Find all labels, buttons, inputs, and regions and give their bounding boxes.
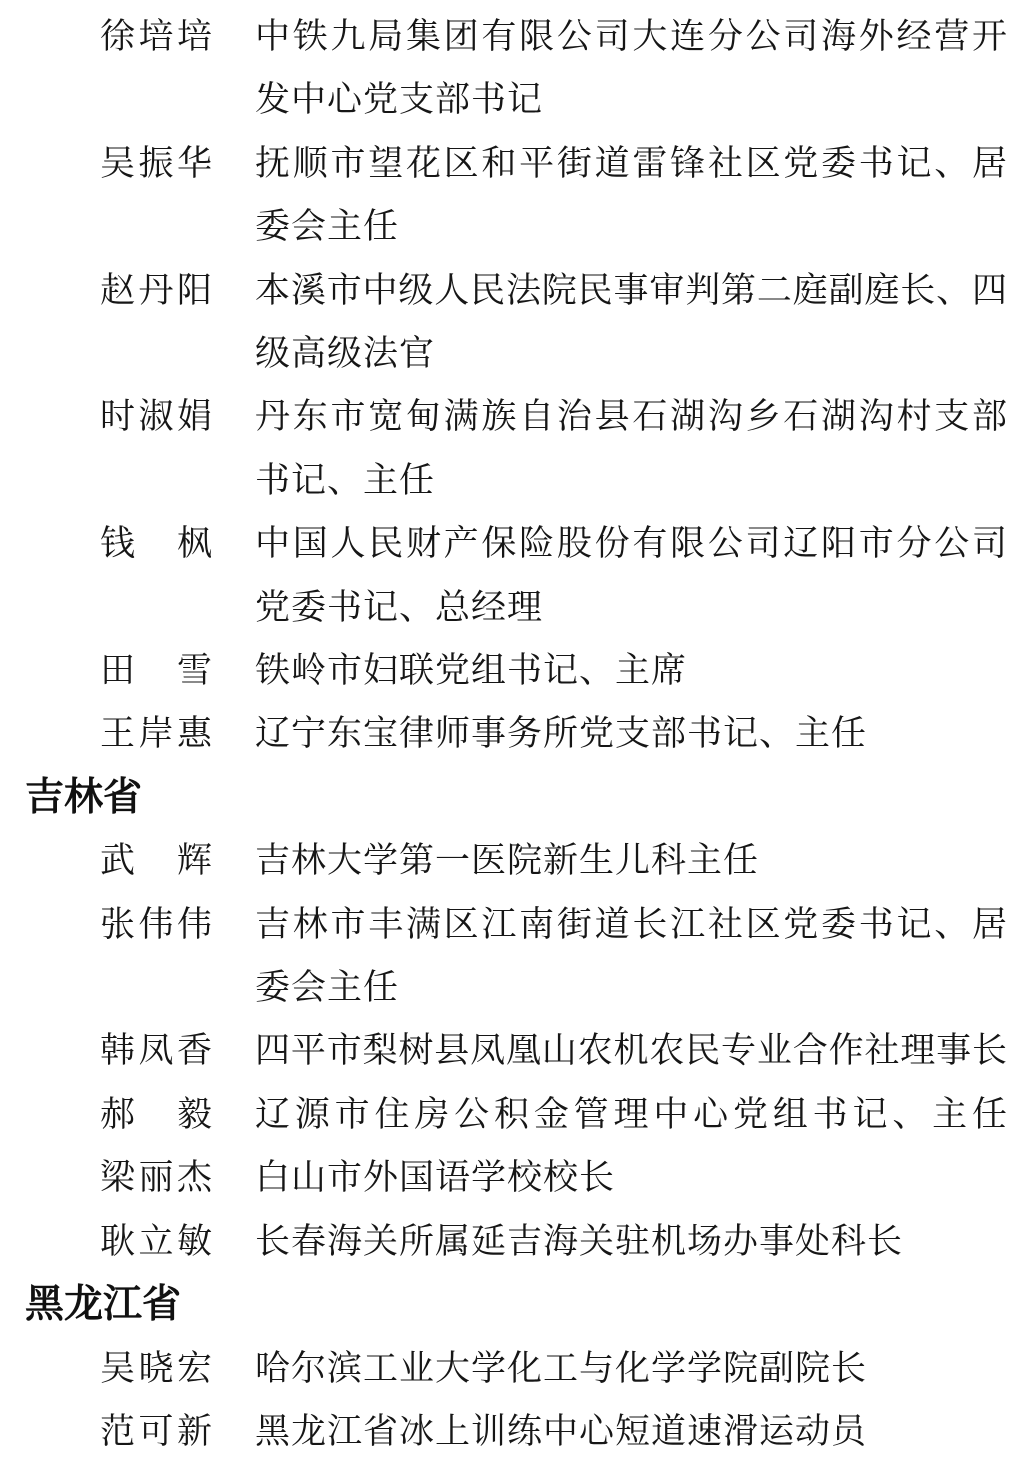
person-position (255, 639, 1007, 702)
position-line: 书记、主任 (255, 460, 436, 500)
position-line: 发中心党支部书记 (255, 80, 544, 120)
position-line: 级高级法官 (255, 334, 436, 374)
position-line: 吉林市丰满区江南街道长江社区党委书记、居 (255, 904, 1007, 944)
person-name: 时淑娟 (100, 397, 212, 437)
person-name: 耿立敏 (100, 1221, 212, 1261)
person-name: 范可新 (100, 1411, 212, 1451)
province-section-header: 黑龙江省 (25, 1283, 182, 1327)
position-line: 铁岭市妇联党组书记、主席 (255, 651, 688, 691)
person-name: 赵丹阳 (100, 270, 212, 310)
person-position (255, 893, 1007, 1020)
position-line: 吉林大学第一医院新生儿科主任 (255, 841, 760, 881)
person-position (255, 702, 1007, 765)
entry-row (0, 132, 1025, 259)
person-name: 钱枫 (100, 524, 212, 564)
position-line: 抚顺市望花区和平街道雷锋社区党委书记、居 (255, 143, 1007, 183)
position-line: 长春海关所属延吉海关驻机场办事处科长 (255, 1221, 904, 1261)
person-position (255, 1337, 1007, 1400)
entry-row (0, 1210, 1025, 1273)
position-line: 四平市梨树县凤凰山农机农民专业合作社理事长 (255, 1031, 1007, 1071)
position-line: 丹东市宽甸满族自治县石湖沟乡石湖沟村支部 (255, 397, 1007, 437)
entry-row (0, 829, 1025, 892)
entry-row (0, 1337, 1025, 1400)
province-section-header: 吉林省 (25, 775, 143, 819)
person-name: 田雪 (100, 651, 212, 691)
person-position (255, 1400, 1007, 1463)
entry-row (0, 702, 1025, 765)
entry-row (0, 5, 1025, 132)
position-line: 白山市外国语学校校长 (255, 1158, 616, 1198)
person-name: 吴晓宏 (100, 1348, 212, 1388)
person-position (255, 512, 1007, 639)
position-line: 辽宁东宝律师事务所党支部书记、主任 (255, 714, 868, 754)
entry-row (0, 1083, 1025, 1146)
person-name: 徐培培 (100, 17, 212, 56)
position-line: 党委书记、总经理 (255, 587, 544, 627)
entry-row (0, 1400, 1025, 1463)
person-name: 王岸惠 (100, 714, 212, 754)
person-position (255, 5, 1007, 132)
person-position (255, 1019, 1007, 1082)
person-position (255, 385, 1007, 512)
entry-row (0, 512, 1025, 639)
entry-row (0, 1019, 1025, 1082)
document-body (0, 5, 1025, 1463)
entry-row (0, 385, 1025, 512)
person-name: 韩凤香 (100, 1031, 212, 1071)
entry-row (0, 893, 1025, 1020)
person-position (255, 1083, 1007, 1146)
position-line: 中国人民财产保险股份有限公司辽阳市分公司 (255, 524, 1007, 564)
person-position (255, 1210, 1007, 1273)
position-line: 哈尔滨工业大学化工与化学学院副院长 (255, 1348, 868, 1388)
person-position (255, 132, 1007, 259)
position-line: 中铁九局集团有限公司大连分公司海外经营开 (255, 17, 1007, 56)
person-name: 张伟伟 (100, 904, 212, 944)
person-position (255, 259, 1007, 386)
position-line: 委会主任 (255, 207, 400, 247)
position-line: 辽源市住房公积金管理中心党组书记、主任 (255, 1094, 1007, 1134)
person-name: 梁丽杰 (100, 1158, 212, 1198)
person-position (255, 829, 1007, 892)
entry-row (0, 1146, 1025, 1209)
person-name: 武辉 (100, 841, 212, 881)
person-name: 郝毅 (100, 1094, 212, 1134)
position-line: 委会主任 (255, 968, 400, 1008)
person-position (255, 1146, 1007, 1209)
entry-row (0, 259, 1025, 386)
position-line: 黑龙江省冰上训练中心短道速滑运动员 (255, 1411, 868, 1451)
person-name: 吴振华 (100, 143, 212, 183)
entry-row (0, 639, 1025, 702)
position-line: 本溪市中级人民法院民事审判第二庭副庭长、四 (255, 270, 1007, 310)
